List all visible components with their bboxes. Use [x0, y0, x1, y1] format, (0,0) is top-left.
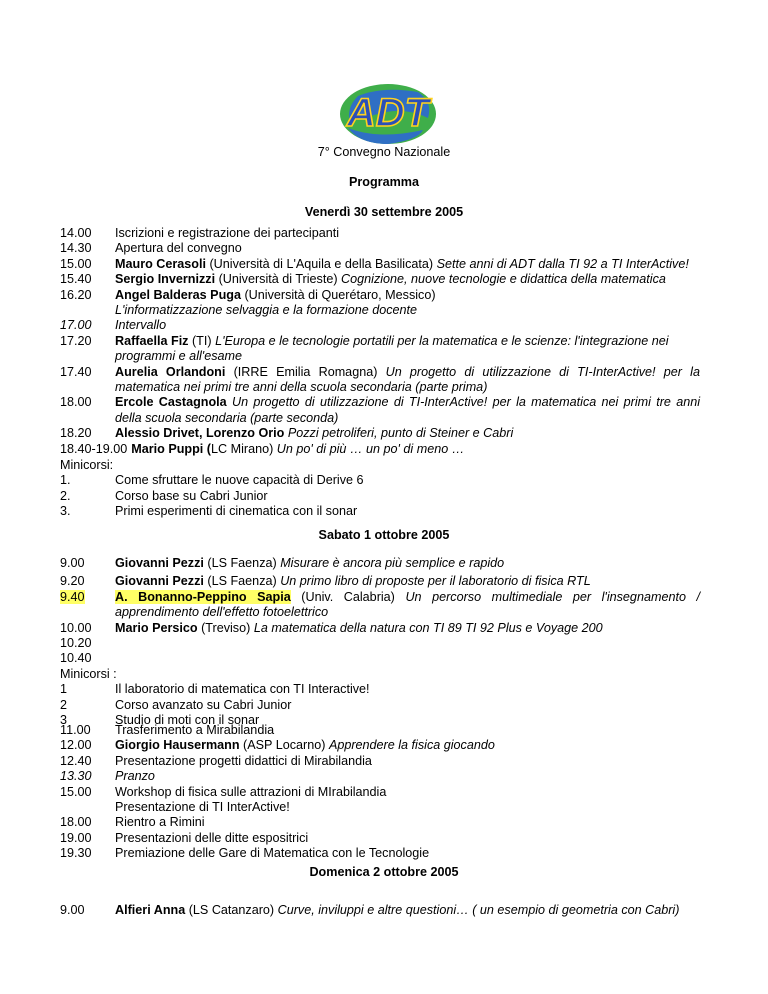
time: 18.00 [60, 815, 92, 830]
speaker: Ercole Castagnola [115, 395, 227, 410]
time: 9.00 [60, 556, 85, 570]
item-text: Rientro a Rimini [115, 815, 205, 830]
affiliation: (LS Catanzaro) [185, 903, 278, 917]
schedule-row [60, 226, 700, 241]
speaker: Sergio Invernizzi [115, 272, 216, 287]
schedule-row [60, 754, 700, 769]
affiliation: (Treviso) [197, 620, 254, 635]
schedule-row [60, 636, 700, 651]
schedule-row [60, 590, 700, 621]
time: 15.40 [60, 272, 92, 287]
venerdi-heading: Venerdì 30 settembre 2005 [304, 205, 464, 219]
minicorso-item [60, 489, 700, 504]
time: 18.20 [60, 426, 92, 441]
convegno-title: 7° Convegno Nazionale [317, 145, 451, 159]
item-number: 2. [60, 488, 71, 503]
speaker: Alfieri Anna [115, 903, 186, 917]
talk-title: Un percorso multimediale per l'insegnamento / apprendimento dell'effetto fotoelettrico [115, 589, 700, 620]
talk-title: Un primo libro di proposte per il laboratorio di fisica RTL [280, 574, 591, 589]
item-text: Primi esperimenti di cinematica con il sonar [115, 504, 358, 519]
schedule-row [60, 318, 700, 333]
time: 14.30 [60, 241, 92, 256]
schedule-row [60, 738, 700, 753]
talk-title: Sette anni di ADT dalla TI 92 a TI InterActive! [436, 256, 689, 271]
item-text: Corso base su Cabri Junior [115, 488, 268, 503]
affiliation: (LS Faenza) [203, 574, 281, 589]
programma-title: Programma [349, 175, 419, 189]
schedule-row [60, 651, 700, 666]
affiliation: LC Mirano) [211, 441, 277, 456]
minicorso-item [60, 698, 700, 713]
schedule-row [60, 334, 700, 365]
talk-title: Cognizione, nuove tecnologie e didattica della matematica [341, 272, 666, 287]
schedule-row [60, 769, 700, 784]
speaker: Raffaella Fiz [115, 333, 189, 348]
speaker: Aurelia Orlandoni [115, 364, 226, 379]
item-number: 3. [60, 504, 71, 519]
schedule-row [60, 785, 700, 800]
time: 12.40 [60, 753, 92, 768]
minicorsi-friday [60, 458, 700, 520]
schedule-row [60, 241, 700, 256]
item-text: Presentazione di TI InterActive! [115, 800, 290, 815]
minicorso-item [60, 504, 700, 519]
schedule-row [60, 288, 700, 319]
item-number: 3 [60, 713, 68, 728]
time: 17.40 [60, 364, 92, 379]
time: 19.00 [60, 830, 92, 845]
talk-title: L'Europa e le tecnologie portatili per la matematica e le scienze: l'integrazione nei programmi e all'esame [115, 333, 669, 364]
schedule-row [60, 815, 700, 830]
talk-title: Un po' di più … un po' di meno … [276, 441, 465, 456]
time: 9.00 [60, 903, 85, 917]
speaker: Mario Puppi ( [131, 441, 211, 456]
schedule-row [60, 426, 700, 441]
schedule-row [60, 800, 700, 815]
saturday-schedule [60, 556, 700, 728]
talk-title: La matematica della natura con TI 89 TI 92 Plus e Voyage 200 [253, 620, 603, 635]
adt-logo [328, 78, 448, 148]
minicorso-item [60, 473, 700, 488]
speaker: Angel Balderas Puga [115, 287, 241, 302]
sunday-schedule [60, 903, 700, 918]
talk-title: Un progetto di utilizzazione di TI-InterActive! per la matematica nei primi tre anni della scuola secondaria (parte prima) [115, 364, 700, 395]
talk-title: L'informatizzazione selvaggia e la formazione docente [115, 303, 418, 318]
schedule-row [60, 365, 700, 396]
speaker: Giovanni Pezzi [115, 574, 204, 589]
item-number: 2 [60, 697, 68, 712]
logo-text: ADT [346, 91, 430, 135]
affiliation: (ASP Locarno) [239, 738, 329, 753]
time: 10.20 [60, 636, 92, 651]
item-text: Come sfruttare le nuove capacità di Derive 6 [115, 473, 364, 488]
schedule-row [60, 272, 700, 287]
time: 9.40 [60, 589, 85, 604]
talk-title: Apprendere la fisica giocando [328, 738, 495, 753]
speaker: A. Bonanno-Peppino Sapia [115, 589, 291, 604]
schedule-row [60, 621, 700, 636]
schedule-row [60, 723, 700, 738]
item-text: Premiazione delle Gare di Matematica con le Tecnologie [115, 846, 430, 861]
time: 19.30 [60, 846, 92, 861]
item-text: Studio di moti con il sonar [115, 713, 260, 728]
affiliation: (Università di Querétaro, Messico) [240, 287, 436, 302]
schedule-row [60, 257, 700, 272]
item-text: Presentazione progetti didattici di Mirabilandia [115, 753, 372, 768]
friday-schedule [60, 226, 700, 457]
item-text: Presentazioni delle ditte espositrici [115, 830, 309, 845]
affiliation: (IRRE Emilia Romagna) [225, 364, 386, 379]
speaker: Mauro Cerasoli [115, 256, 206, 271]
talk-title: Misurare è ancora più semplice e rapido [280, 556, 505, 570]
affiliation: (TI) [188, 333, 216, 348]
domenica-heading: Domenica 2 ottobre 2005 [309, 865, 459, 879]
talk-title: Pozzi petroliferi, punto di Steiner e Cabri [287, 426, 514, 441]
item-text: Intervallo [115, 318, 167, 333]
item-text: Corso avanzato su Cabri Junior [115, 697, 292, 712]
item-number: 1 [60, 682, 68, 697]
item-text: Workshop di fisica sulle attrazioni di MIrabilandia [115, 784, 387, 799]
time: 12.00 [60, 738, 92, 753]
affiliation: (Università di Trieste) [215, 272, 342, 287]
saturday-afternoon [60, 723, 700, 862]
minicorsi-label: Minicorsi : [60, 666, 117, 681]
speaker: Alessio Drivet, Lorenzo Orio [115, 426, 285, 441]
time: 14.00 [60, 226, 92, 240]
schedule-row [60, 574, 700, 589]
talk-title: Curve, inviluppi e altre questioni… ( un esempio di geometria con Cabri) [277, 903, 680, 917]
affiliation: (Università di L'Aquila e della Basilicata) [205, 256, 437, 271]
time: 13.30 [60, 769, 92, 784]
time: 17.00 [60, 318, 92, 333]
item-text: Apertura del convegno [115, 241, 242, 256]
time: 16.20 [60, 287, 92, 302]
schedule-row [60, 831, 700, 846]
item-text: Iscrizioni e registrazione dei partecipanti [115, 226, 340, 240]
time: 10.00 [60, 620, 92, 635]
affiliation: (Univ. Calabria) [290, 589, 406, 604]
item-number: 1. [60, 473, 71, 488]
schedule-row [60, 395, 700, 426]
time [60, 800, 115, 815]
schedule-row [60, 846, 700, 861]
item-text: Pranzo [115, 769, 155, 784]
speaker: Mario Persico [115, 620, 198, 635]
sabato-heading: Sabato 1 ottobre 2005 [318, 528, 450, 542]
speaker: Giorgio Hausermann [115, 738, 240, 753]
minicorsi-label: Minicorsi: [60, 458, 114, 472]
schedule-row [60, 442, 700, 457]
time: 15.00 [60, 784, 92, 799]
time: 11.00 [60, 723, 91, 737]
talk-title: Un progetto di utilizzazione di TI-InterActive! per la matematica nei primi tre anni della scuola secondaria (parte seconda) [115, 395, 700, 425]
time: 17.20 [60, 333, 92, 348]
minicorso-item [60, 682, 700, 697]
schedule-row [60, 556, 700, 571]
item-text: Il laboratorio di matematica con TI Interactive! [115, 682, 370, 697]
item-text: Trasferimento a Mirabilandia [115, 723, 275, 737]
time: 18.40-19.00 [60, 441, 128, 456]
affiliation: (LS Faenza) [203, 556, 281, 570]
time: 10.40 [60, 651, 92, 666]
time: 15.00 [60, 256, 92, 271]
schedule-row [60, 903, 700, 918]
time: 18.00 [60, 395, 92, 410]
speaker: Giovanni Pezzi [115, 556, 204, 570]
time: 9.20 [60, 574, 85, 589]
